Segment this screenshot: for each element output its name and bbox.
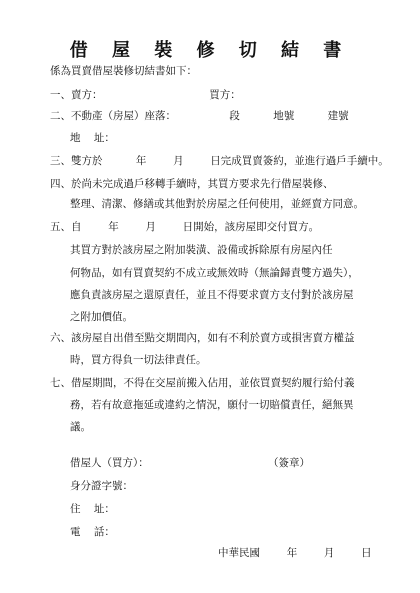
clause-7-line-3: 議。 <box>70 421 91 433</box>
clause-5-line-3: 應負責該房屋之還原責任，並且不得要求賣方支付對於該房屋 <box>70 289 354 301</box>
phone-label: 電 話： <box>70 526 115 538</box>
clause-4-line-2: 整理、清潔、修繕或其他對於房屋之任何使用，並經賣方同意。 <box>70 198 364 210</box>
date-line: 中華民國 年 月 日 <box>218 547 372 559</box>
document-title: 借 屋 裝 修 切 結 書 <box>69 40 351 61</box>
clause-2-address: 地 址： <box>70 132 115 144</box>
clause-5-line-1: 其買方對於該房屋之附加裝潢、設備或拆除原有房屋內任 <box>70 244 333 256</box>
clause-6-line-1: 六、該房屋自出借至點交期間內，如有不利於賣方或損害賣方權益 <box>50 332 355 344</box>
clause-6-line-2: 時，買方得負一切法律責任。 <box>70 354 207 366</box>
clause-7-line-2: 務，若有故意拖延或違約之情況，願付一切賠償責任，絕無異 <box>70 399 354 411</box>
intro-text: 係為買賣借屋裝修切結書如下： <box>50 65 197 77</box>
clause-7-line-1: 七、借屋期間，不得在交屋前搬入佔用，並依買賣契約履行給付義 <box>50 377 355 389</box>
clause-5: 五、自 年 月 日開始，該房屋即交付買方。 <box>50 221 320 233</box>
address-label: 住 址： <box>70 503 115 515</box>
clause-1: 一、賣方： 買方： <box>50 89 241 101</box>
seal-label: （簽章） <box>268 457 310 469</box>
clause-5-line-2: 何物品，如有買賣契約不成立或無效時（無論歸責雙方過失）， <box>70 267 359 279</box>
clause-3: 三、雙方於 年 月 日完成買賣簽約，並進行過戶手續中。 <box>50 155 389 167</box>
clause-5-line-4: 之附加價值。 <box>70 311 133 323</box>
clause-4-line-1: 四、於尚未完成過戶移轉手續時，其買方要求先行借屋裝修、 <box>50 178 334 190</box>
clause-2: 二、不動產（房屋）座落： 段 地號 建號 <box>50 110 349 122</box>
borrower-label: 借屋人（買方）： <box>70 457 149 469</box>
id-number-label: 身分證字號： <box>70 480 133 492</box>
